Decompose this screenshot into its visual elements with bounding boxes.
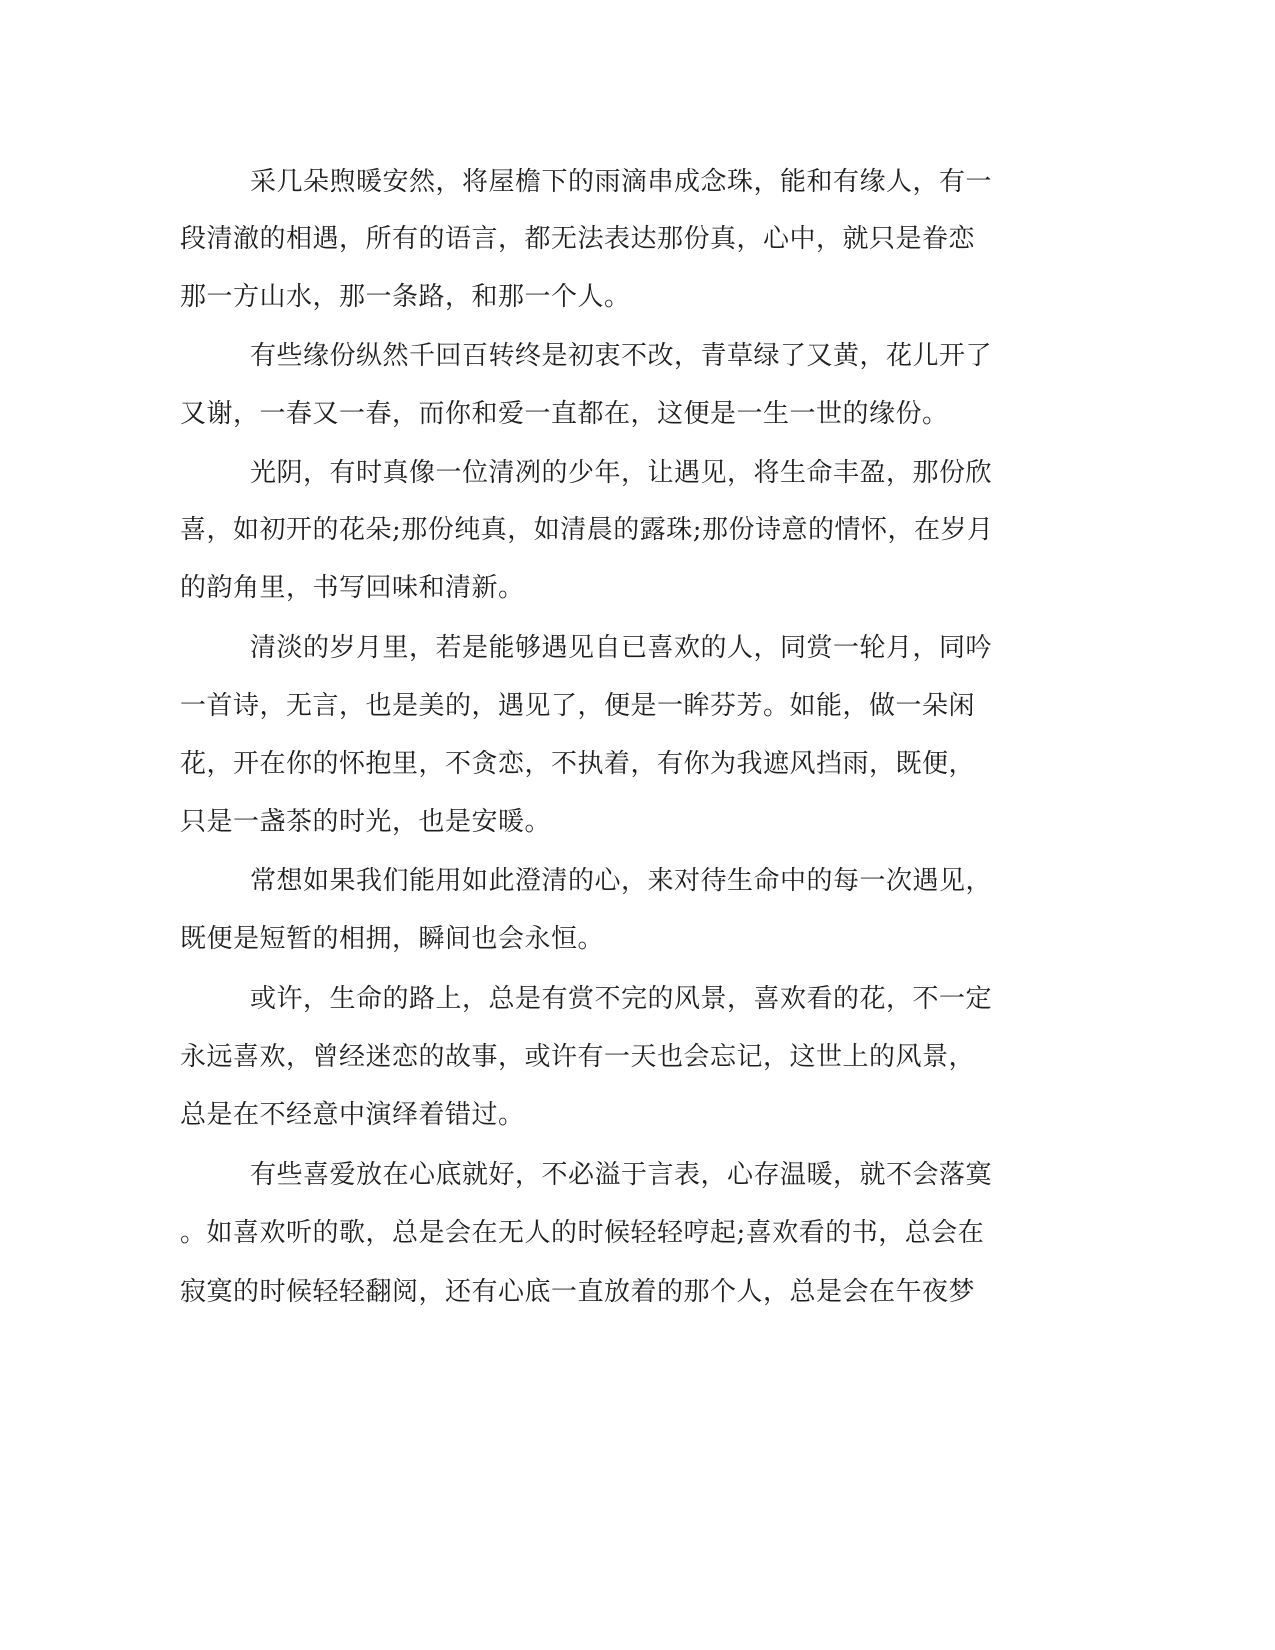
text-line: 一首诗，无言，也是美的，遇见了，便是一眸芬芳。如能，做一朵闲 [180,691,976,721]
text-line: 那一方山水，那一条路，和那一个人。 [180,282,631,312]
text-line: 采几朵煦暖安然，将屋檐下的雨滴串成念珠，能和有缘人，有一 [250,167,993,197]
text-line: 既便是短暂的相拥，瞬间也会永恒。 [180,924,605,954]
text-line: 常想如果我们能用如此澄清的心，来对待生命中的每一次遇见， [250,866,993,896]
text-line: 有些喜爱放在心底就好，不必溢于言表，心存温暖，就不会落寞 [250,1160,993,1190]
text-line: 寂寞的时候轻轻翻阅，还有心底一直放着的那个人，总是会在午夜梦 [180,1277,976,1307]
text-line: 段清澈的相遇，所有的语言，都无法表达那份真，心中，就只是眷恋 [180,224,976,254]
text-line: 。如喜欢听的歌，总是会在无人的时候轻轻哼起;喜欢看的书，总会在 [180,1218,985,1248]
text-line: 或许，生命的路上，总是有赏不完的风景，喜欢看的花，不一定 [250,984,993,1014]
text-line: 只是一盏茶的时光，也是安暖。 [180,807,552,837]
text-line: 总是在不经意中演绎着错过。 [180,1100,525,1130]
text-line: 有些缘份纵然千回百转终是初衷不改，青草绿了又黄，花儿开了 [250,341,993,371]
text-line: 又谢，一春又一春，而你和爱一直都在，这便是一生一世的缘份。 [180,399,949,429]
text-line: 的韵角里，书写回味和清新。 [180,573,525,603]
text-line: 喜，如初开的花朵;那份纯真，如清晨的露珠;那份诗意的情怀，在岁月 [180,515,994,545]
text-line: 清淡的岁月里，若是能够遇见自已喜欢的人，同赏一轮月，同吟 [250,633,993,663]
text-line: 花，开在你的怀抱里，不贪恋，不执着，有你为我遮风挡雨，既便， [180,749,976,779]
text-line: 永远喜欢，曾经迷恋的故事，或许有一天也会忘记，这世上的风景， [180,1042,976,1072]
text-line: 光阴，有时真像一位清冽的少年，让遇见，将生命丰盈，那份欣 [250,458,993,488]
